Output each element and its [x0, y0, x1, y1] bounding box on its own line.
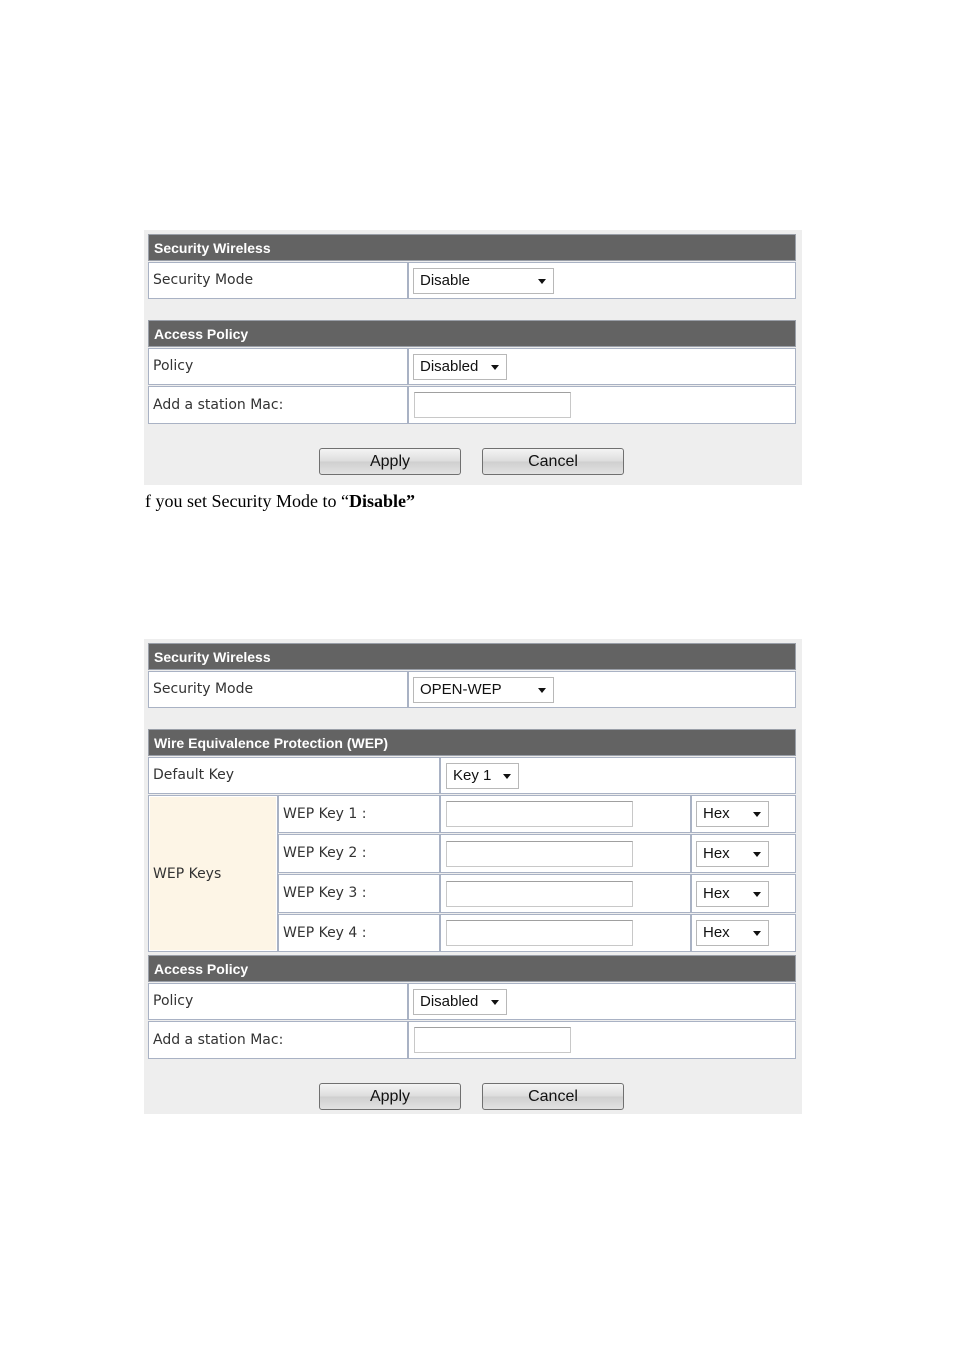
wep-key-4-input-cell [440, 914, 691, 952]
security-mode-label-cell [148, 671, 408, 708]
wep-key-1-format-value: Hex [703, 805, 730, 822]
chevron-down-icon [753, 931, 761, 936]
policy-select-value: Disabled [420, 993, 479, 1010]
wep-key-3-input[interactable] [446, 881, 633, 907]
security-mode-select-value: Disable [420, 272, 471, 289]
policy-value-cell [408, 983, 796, 1020]
chevron-down-icon [538, 688, 546, 693]
security-mode-label: Security Mode [153, 681, 254, 697]
wep-key-4-label-cell [278, 914, 440, 952]
wep-key-1-format-select[interactable] [696, 801, 769, 827]
chevron-down-icon [753, 852, 761, 857]
wep-key-2-input-cell [440, 834, 691, 873]
chevron-down-icon [753, 892, 761, 897]
default-key-value-cell [440, 757, 796, 794]
security-wireless-header: Security Wireless [148, 234, 796, 261]
security-wireless-header: Security Wireless [148, 643, 796, 670]
default-key-select[interactable] [446, 763, 519, 789]
wep-key-2-input[interactable] [446, 841, 633, 867]
security-mode-select[interactable] [413, 677, 554, 703]
policy-select[interactable] [413, 354, 507, 380]
wep-key-4-format-value: Hex [703, 924, 730, 941]
wep-key-2-label-cell [278, 834, 440, 873]
security-mode-value-cell [408, 262, 796, 299]
access-policy-header: Access Policy [148, 955, 796, 982]
station-mac-input[interactable] [414, 1027, 571, 1053]
default-key-label-cell [148, 757, 440, 794]
policy-label: Policy [153, 993, 194, 1009]
policy-value-cell [408, 348, 796, 385]
policy-label-cell [148, 983, 408, 1020]
security-mode-label: Security Mode [153, 272, 254, 288]
chevron-down-icon [753, 812, 761, 817]
wep-key-2-format-cell [691, 834, 796, 873]
cancel-button[interactable]: Cancel [482, 448, 624, 475]
wep-key-2-label: WEP Key 2 : [283, 845, 367, 861]
access-policy-header: Access Policy [148, 320, 796, 347]
policy-label-cell [148, 348, 408, 385]
apply-button[interactable]: Apply [319, 448, 461, 475]
policy-select[interactable] [413, 989, 507, 1015]
wep-key-2-format-select[interactable] [696, 841, 769, 867]
wep-key-2-format-value: Hex [703, 845, 730, 862]
apply-button[interactable]: Apply [319, 1083, 461, 1110]
station-mac-input[interactable] [414, 392, 571, 418]
wep-key-4-format-select[interactable] [696, 920, 769, 946]
chevron-down-icon [503, 774, 511, 779]
cancel-button[interactable]: Cancel [482, 1083, 624, 1110]
station-mac-value-cell [408, 386, 796, 424]
wep-key-4-label: WEP Key 4 : [283, 925, 367, 941]
wep-key-3-label-cell [278, 874, 440, 913]
wep-header: Wire Equivalence Protection (WEP) [148, 729, 796, 756]
station-mac-label: Add a station Mac: [153, 1032, 284, 1048]
caption-text [145, 491, 415, 512]
wep-key-3-format-value: Hex [703, 885, 730, 902]
security-mode-label-cell [148, 262, 408, 299]
wep-key-1-label-cell [278, 795, 440, 833]
wep-key-3-format-select[interactable] [696, 881, 769, 907]
station-mac-label-cell [148, 386, 408, 424]
default-key-select-value: Key 1 [453, 767, 492, 784]
wep-key-3-input-cell [440, 874, 691, 913]
security-mode-value-cell [408, 671, 796, 708]
station-mac-label: Add a station Mac: [153, 397, 284, 413]
security-mode-select[interactable] [413, 268, 554, 294]
wep-key-4-format-cell [691, 914, 796, 952]
policy-select-value: Disabled [420, 358, 479, 375]
station-mac-label-cell [148, 1021, 408, 1059]
wep-key-1-input-cell [440, 795, 691, 833]
wep-key-3-format-cell [691, 874, 796, 913]
wep-key-1-input[interactable] [446, 801, 633, 827]
wep-key-4-input[interactable] [446, 920, 633, 946]
station-mac-value-cell [408, 1021, 796, 1059]
wep-keys-label: WEP Keys [153, 866, 222, 882]
chevron-down-icon [538, 279, 546, 284]
chevron-down-icon [491, 1000, 499, 1005]
wep-keys-label-cell [148, 795, 278, 952]
default-key-label: Default Key [153, 767, 234, 783]
policy-label: Policy [153, 358, 194, 374]
caption-prefix: f you set Security Mode to “ [145, 491, 349, 511]
security-mode-select-value: OPEN-WEP [420, 681, 502, 698]
wep-key-1-format-cell [691, 795, 796, 833]
caption-bold: Disable” [348, 491, 415, 511]
wep-key-3-label: WEP Key 3 : [283, 885, 367, 901]
chevron-down-icon [491, 365, 499, 370]
wep-key-1-label: WEP Key 1 : [283, 806, 367, 822]
